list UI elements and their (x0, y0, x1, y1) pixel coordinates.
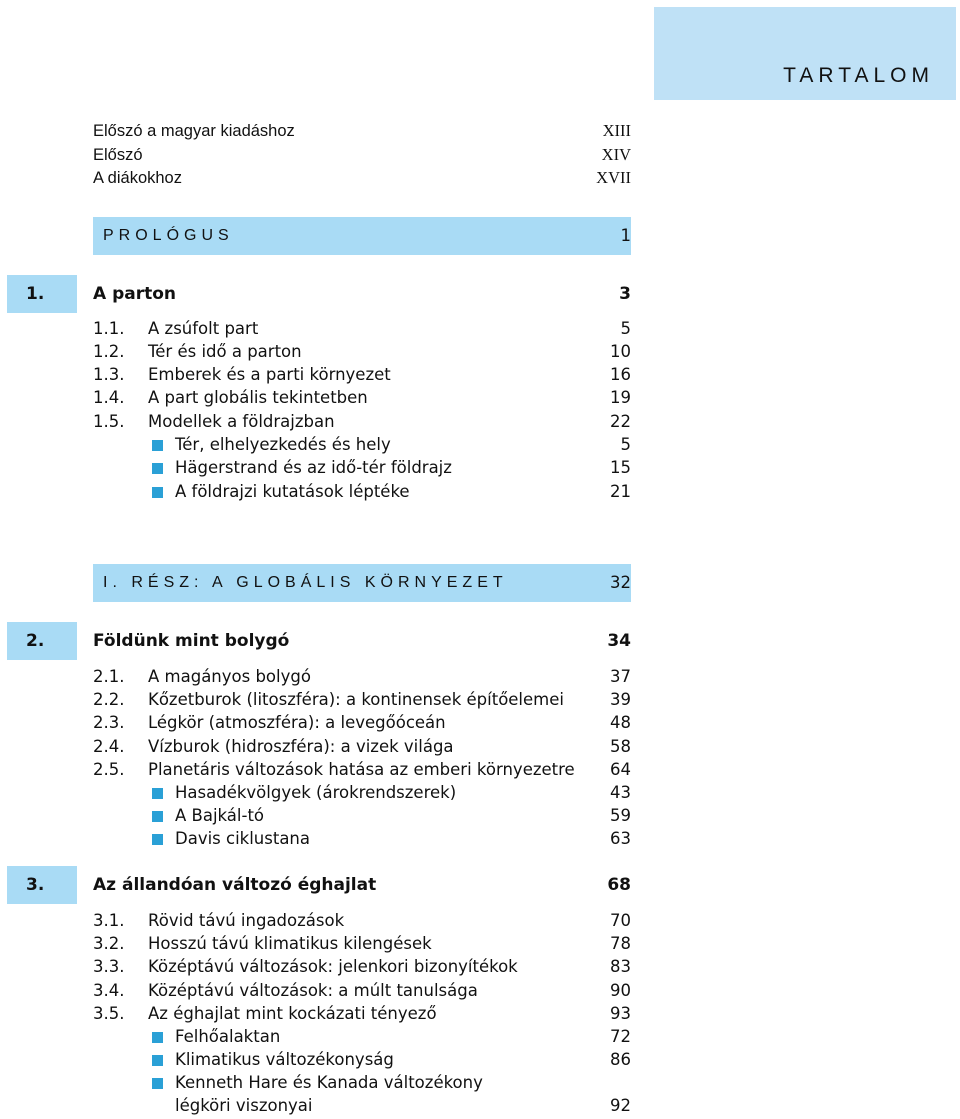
section-number: 1.2. (93, 342, 125, 361)
section-title: Rövid távú ingadozások (148, 911, 345, 930)
square-bullet-icon (152, 1055, 163, 1066)
toc-box-entry[interactable] (0, 1048, 960, 1072)
section-number: 1.4. (93, 388, 125, 407)
entry-page: XIV (601, 145, 631, 164)
section-title: Planetáris változások hatása az emberi környezetre (148, 760, 575, 779)
square-bullet-icon (152, 811, 163, 822)
section-page: 64 (610, 760, 631, 779)
box-page: 15 (610, 458, 631, 477)
toc-entry[interactable] (0, 119, 960, 143)
chapter-page: 3 (619, 284, 631, 304)
chapter-page: 34 (607, 631, 631, 651)
section-page: 70 (610, 911, 631, 930)
section-number: 2.1. (93, 667, 125, 686)
prologue-bar[interactable] (93, 217, 631, 255)
section-title: A zsúfolt part (148, 319, 259, 338)
box-page: 92 (610, 1096, 631, 1115)
toc-section[interactable] (0, 317, 960, 341)
chapter-title[interactable]: Az állandóan változó éghajlat (93, 875, 377, 895)
square-bullet-icon (152, 487, 163, 498)
section-page: 83 (610, 957, 631, 976)
section-number: 3.1. (93, 911, 125, 930)
toc-section[interactable] (0, 1002, 960, 1026)
square-bullet-icon (152, 1078, 163, 1089)
section-page: 90 (610, 981, 631, 1000)
toc-box-entry[interactable] (0, 480, 960, 504)
box-page: 63 (610, 829, 631, 848)
toc-section[interactable] (0, 688, 960, 712)
box-page: 72 (610, 1027, 631, 1046)
section-page: 37 (610, 667, 631, 686)
chapter-number-tab (7, 622, 77, 660)
section-title: A part globális tekintetben (148, 388, 368, 407)
title-box (654, 7, 956, 100)
box-title: A földrajzi kutatások léptéke (175, 482, 410, 501)
box-title: Hasadékvölgyek (árokrendszerek) (175, 783, 457, 802)
entry-title: Előszó a magyar kiadáshoz (93, 122, 295, 140)
section-number: 1.3. (93, 365, 125, 384)
square-bullet-icon (152, 463, 163, 474)
chapter-number-tab (7, 866, 77, 904)
section-number: 3.4. (93, 981, 125, 1000)
box-title: Kenneth Hare és Kanada változékony (175, 1073, 483, 1092)
section-page: 19 (610, 388, 631, 407)
section-number: 2.3. (93, 713, 125, 732)
toc-box-entry[interactable] (0, 456, 960, 480)
box-title: A Bajkál-tó (175, 806, 265, 825)
section-page: 5 (620, 319, 631, 338)
section-title: Középtávú változások: jelenkori bizonyítékok (148, 957, 518, 976)
box-title: légköri viszonyai (175, 1096, 313, 1115)
toc-box-entry[interactable] (0, 1025, 960, 1049)
toc-section[interactable] (0, 979, 960, 1003)
section-title: Középtávú változások: a múlt tanulsága (148, 981, 478, 1000)
toc-section[interactable] (0, 758, 960, 782)
part-bar[interactable] (93, 564, 631, 602)
box-page: 59 (610, 806, 631, 825)
chapter-title[interactable]: Földünk mint bolygó (93, 631, 290, 651)
chapter-number: 3. (26, 875, 45, 895)
section-page: 10 (610, 342, 631, 361)
toc-box-entry[interactable] (0, 433, 960, 457)
toc-box-entry[interactable] (0, 781, 960, 805)
section-page: 16 (610, 365, 631, 384)
square-bullet-icon (152, 834, 163, 845)
toc-section[interactable] (0, 932, 960, 956)
section-number: 3.3. (93, 957, 125, 976)
square-bullet-icon (152, 788, 163, 799)
entry-page: XVII (596, 168, 631, 187)
section-page: 93 (610, 1004, 631, 1023)
entry-title: Előszó (93, 146, 143, 164)
box-page: 86 (610, 1050, 631, 1069)
section-page: 39 (610, 690, 631, 709)
box-page: 5 (620, 435, 631, 454)
box-page: 43 (610, 783, 631, 802)
chapter-title[interactable]: A parton (93, 284, 177, 304)
toc-section[interactable] (0, 735, 960, 759)
box-title: Davis ciklustana (175, 829, 311, 848)
chapter-number-tab (7, 275, 77, 313)
section-title: Modellek a földrajzban (148, 412, 335, 431)
toc-entry[interactable] (0, 143, 960, 167)
section-number: 2.2. (93, 690, 125, 709)
section-title: Kőzetburok (litoszféra): a kontinensek építőelemei (148, 690, 564, 709)
page-title: TARTALOM (783, 64, 934, 87)
toc-section[interactable] (0, 386, 960, 410)
toc-box-entry[interactable] (0, 804, 960, 828)
part-title: I. RÉSZ: A GLOBÁLIS KÖRNYEZET (103, 574, 508, 591)
prologue-title: PROLÓGUS (103, 227, 234, 244)
section-title: Emberek és a parti környezet (148, 365, 391, 384)
section-title: Tér és idő a parton (148, 342, 302, 361)
toc-box-entry-continued[interactable] (0, 1094, 960, 1118)
toc-section[interactable] (0, 909, 960, 933)
toc-entry[interactable] (0, 166, 960, 190)
section-title: Az éghajlat mint kockázati tényező (148, 1004, 437, 1023)
section-page: 58 (610, 737, 631, 756)
square-bullet-icon (152, 440, 163, 451)
box-title: Hägerstrand és az idő-tér földrajz (175, 458, 452, 477)
box-title: Klimatikus változékonyság (175, 1050, 394, 1069)
prologue-page: 1 (620, 226, 631, 245)
section-title: A magányos bolygó (148, 667, 311, 686)
box-page: 21 (610, 482, 631, 501)
section-title: Vízburok (hidroszféra): a vizek világa (148, 737, 454, 756)
section-title: Hosszú távú klimatikus kilengések (148, 934, 432, 953)
square-bullet-icon (152, 1032, 163, 1043)
box-title: Felhőalaktan (175, 1027, 281, 1046)
section-number: 3.5. (93, 1004, 125, 1023)
toc-section[interactable] (0, 955, 960, 979)
section-number: 1.1. (93, 319, 125, 338)
toc-section[interactable] (0, 711, 960, 735)
toc-section[interactable] (0, 665, 960, 689)
section-page: 78 (610, 934, 631, 953)
chapter-number: 2. (26, 631, 45, 651)
section-page: 22 (610, 412, 631, 431)
toc-section[interactable] (0, 410, 960, 434)
section-page: 48 (610, 713, 631, 732)
chapter-number: 1. (26, 284, 45, 304)
toc-section[interactable] (0, 340, 960, 364)
toc-section[interactable] (0, 363, 960, 387)
entry-title: A diákokhoz (93, 169, 182, 187)
part-page: 32 (610, 573, 631, 592)
toc-box-entry[interactable] (0, 1071, 960, 1095)
chapter-page: 68 (607, 875, 631, 895)
toc-box-entry[interactable] (0, 827, 960, 851)
box-title: Tér, elhelyezkedés és hely (175, 435, 391, 454)
section-number: 1.5. (93, 412, 125, 431)
section-title: Légkör (atmoszféra): a levegőóceán (148, 713, 446, 732)
section-number: 3.2. (93, 934, 125, 953)
section-number: 2.4. (93, 737, 125, 756)
section-number: 2.5. (93, 760, 125, 779)
entry-page: XIII (602, 121, 631, 140)
